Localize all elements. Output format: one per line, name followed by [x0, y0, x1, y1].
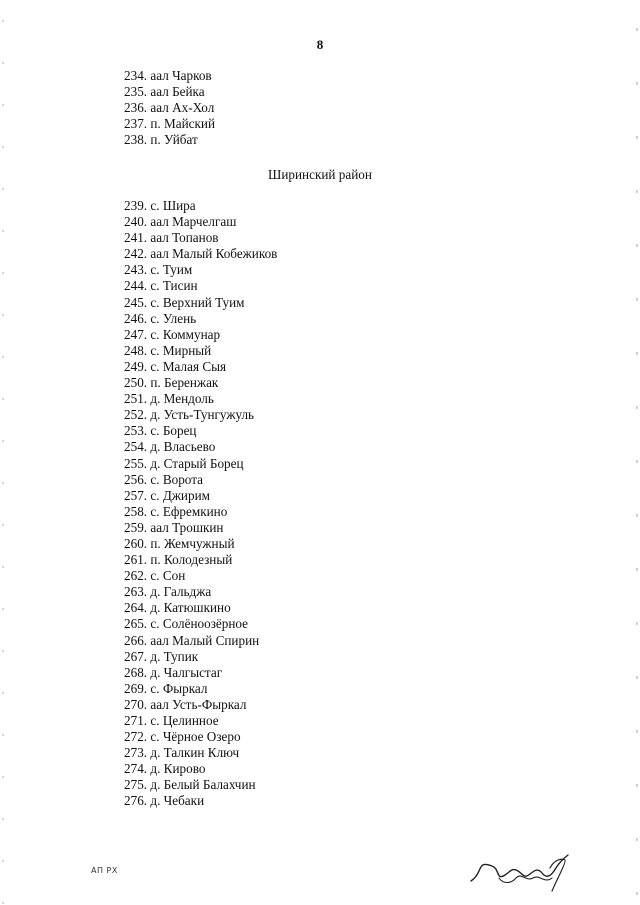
list-item: 242. аал Малый Кобежиков	[124, 246, 278, 262]
list-item: 263. д. Гальджа	[124, 584, 212, 600]
list-item: 235. аал Бейка	[124, 84, 205, 100]
list-item: 259. аал Трошкин	[124, 519, 224, 535]
list-item: 234. аал Чарков	[124, 68, 212, 83]
list-item: 245. с. Верхний Туим	[124, 294, 245, 310]
list-item: 266. аал Малый Спирин	[124, 632, 260, 648]
list-item: 256. с. Ворота	[124, 471, 204, 487]
signature-icon	[466, 850, 576, 892]
list-item: 255. д. Старый Борец	[124, 455, 244, 471]
list-item: 252. д. Усть-Тунгужуль	[124, 407, 255, 423]
list-item: 264. д. Катюшкино	[124, 600, 231, 616]
list-item: 254. д. Власьево	[124, 439, 216, 455]
section-title: Ширинский район	[268, 167, 372, 182]
list-item: 274. д. Кирово	[124, 761, 206, 777]
list-item: 246. с. Улень	[124, 310, 197, 326]
list-item: 236. аал Ах-Хол	[124, 100, 215, 116]
page-number: 8	[316, 37, 324, 52]
list-item: 238. п. Уйбат	[124, 132, 198, 148]
list-item: 241. аал Топанов	[124, 230, 219, 246]
list-item: 272. с. Чёрное Озеро	[124, 729, 241, 745]
list-item: 244. с. Тисин	[124, 278, 198, 294]
list-item: 253. с. Борец	[124, 423, 197, 439]
list-item: 248. с. Мирный	[124, 342, 212, 358]
list-item: 257. с. Джирим	[124, 487, 210, 503]
right-scan-edge	[636, 0, 638, 905]
list-item: 267. д. Тупик	[124, 648, 199, 664]
list-item: 271. с. Целинное	[124, 713, 219, 728]
list-item: 262. с. Сон	[124, 568, 186, 584]
list-item: 240. аал Марчелгаш	[124, 214, 237, 230]
list-item: 239. с. Шира	[124, 198, 196, 213]
list-item: 275. д. Белый Балахчин	[124, 777, 256, 793]
settlements-list-shirinsky	[124, 198, 277, 810]
list-item: 268. д. Чалгыстаг	[124, 664, 223, 680]
left-scan-edge	[2, 0, 4, 905]
list-item: 250. п. Беренжак	[124, 375, 219, 391]
list-item: 247. с. Коммунар	[124, 326, 221, 342]
list-item: 273. д. Талкин Ключ	[124, 745, 240, 761]
footer-code: АП РХ	[91, 866, 118, 875]
list-item: 265. с. Солёноозёрное	[124, 616, 249, 632]
list-item: 258. с. Ефремкино	[124, 503, 228, 519]
list-item: 270. аал Усть-Фыркал	[124, 696, 247, 712]
list-item: 269. с. Фыркал	[124, 680, 208, 696]
list-item: 251. д. Мендоль	[124, 391, 214, 407]
list-item: 249. с. Малая Сыя	[124, 358, 227, 374]
settlements-list-top	[124, 68, 215, 148]
list-item: 261. п. Колодезный	[124, 552, 233, 568]
list-item: 237. п. Майский	[124, 116, 216, 132]
list-item: 243. с. Туим	[124, 262, 193, 278]
list-item: 260. п. Жемчужный	[124, 535, 235, 551]
list-item: 276. д. Чебаки	[124, 793, 205, 809]
